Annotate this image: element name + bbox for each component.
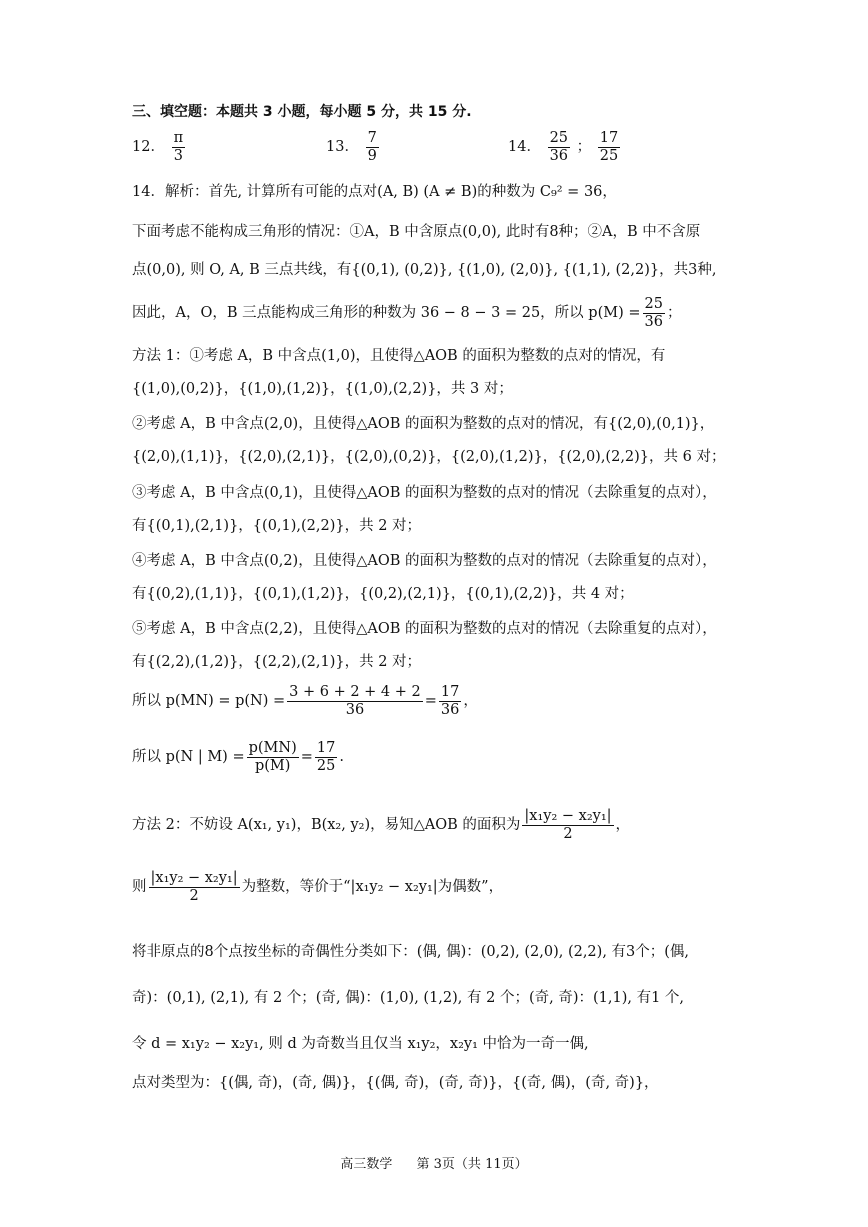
method-1-line-11 [132, 684, 478, 718]
section-title: 三、填空题：本题共 3 小题，每小题 5 分，共 15 分. [132, 104, 472, 120]
page-footer [0, 1153, 868, 1172]
line-15-fraction-b [439, 684, 461, 718]
line-4-fraction [643, 296, 665, 330]
method-2-line-2 [132, 870, 503, 904]
line-15-fraction-a [287, 684, 423, 718]
line-17-num: |x₁y₂ − x₂y₁| [524, 808, 612, 824]
method-2-line-3: 将非原点的8个点按坐标的奇偶性分类如下：(偶, 偶)：(0,2), (2,0), (2,2), 有3个；(偶, [132, 944, 690, 960]
method-1-line-8: 有{(0,2),(1,1)}，{(0,1),(1,2)}，{(0,2),(2,1)}，{(0,1),(2,2)}，共 4 对； [132, 586, 634, 602]
answer-13-fraction [366, 130, 379, 164]
answer-14a-num: 25 [549, 130, 569, 146]
answer-14-label: 14． [508, 139, 541, 156]
line-15-num: 3 + 6 + 2 + 4 + 2 [289, 684, 421, 700]
line-4-num: 25 [644, 296, 663, 312]
method-1-line-12 [132, 740, 344, 774]
line-15-den: 36 [345, 701, 365, 718]
line-16-text: 所以 p(N | M) = [132, 749, 245, 766]
line-16-tail: . [339, 749, 344, 766]
line-17-tail: ， [615, 817, 631, 834]
answer-12-label: 12． [132, 139, 165, 156]
answer-12-num: π [173, 130, 184, 146]
answer-12-den: 3 [173, 147, 183, 164]
answer-14-fraction-b [598, 130, 620, 164]
method-2-line-6: 点对类型为：{(偶, 奇)，(奇, 偶)}，{(偶, 奇)，(奇, 奇)}，{(奇, 偶)，(奇, 奇)}， [132, 1075, 659, 1091]
line-17-den: 2 [563, 825, 573, 842]
solution-line-1: 14．解析：首先, 计算所有可能的点对(A, B) (A ≠ B)的种数为 C₉² = 36， [132, 184, 617, 200]
line-18-text: 则 [132, 879, 147, 896]
line-18-den: 2 [189, 887, 199, 904]
line-15-tail: ， [463, 693, 478, 710]
method-1-line-1: 方法 1：①考虑 A，B 中含点(1,0)，且使得△AOB 的面积为整数的点对的情况，有 [132, 348, 666, 364]
method-2-line-1 [132, 808, 630, 842]
method-1-line-10: 有{(2,2),(1,2)}，{(2,2),(2,1)}，共 2 对； [132, 654, 422, 670]
method-1-line-3: ②考虑 A，B 中含点(2,0)，且使得△AOB 的面积为整数的点对的情况，有{(2,0),(0,1)}， [132, 416, 715, 432]
answer-13-num: 7 [367, 130, 377, 146]
answer-14 [508, 130, 622, 164]
answer-13 [326, 130, 381, 164]
line-4-text: 因此，A，O，B 三点能构成三角形的种数为 36 − 8 − 3 = 25，所以 p(M) = [132, 305, 641, 322]
answer-14-fraction-a [548, 130, 570, 164]
method-2-line-4: 奇)：(0,1), (2,1), 有 2 个；(奇, 偶)：(1,0), (1,2), 有 2 个；(奇, 奇)：(1,1), 有1 个, [132, 990, 685, 1006]
line-18-fraction [149, 870, 240, 904]
line-15-text: 所以 p(MN) = p(N) = [132, 693, 286, 710]
line-15-num2: 17 [440, 684, 460, 700]
line-16-fraction-a [247, 740, 299, 774]
solution-line-3: 点(0,0), 则 O, A, B 三点共线，有{(0,1), (0,2)}, {(1,0), (2,0)}, {(1,1), (2,2)}，共3种, [132, 262, 717, 278]
answer-14a-den: 36 [549, 147, 569, 164]
line-15-den2: 36 [440, 701, 460, 718]
line-16-eq: = [300, 749, 313, 766]
answer-12 [132, 130, 187, 164]
line-18-num: |x₁y₂ − x₂y₁| [150, 870, 238, 886]
method-1-line-7: ④考虑 A，B 中含点(0,2)，且使得△AOB 的面积为整数的点对的情况（去除重复的点对）， [132, 553, 717, 569]
method-1-line-2: {(1,0),(0,2)}，{(1,0),(1,2)}，{(1,0),(2,2)}，共 3 对； [132, 381, 513, 397]
footer-subject: 高三数学 [340, 1157, 393, 1172]
line-18-tail: 为整数，等价于“|x₁y₂ − x₂y₁|为偶数”， [241, 879, 504, 896]
answer-13-label: 13． [326, 139, 359, 156]
line-16-den: p(M) [254, 757, 291, 774]
line-15-eq: = [424, 693, 437, 710]
line-16-fraction-b [315, 740, 337, 774]
line-16-num2: 17 [316, 740, 336, 756]
solution-line-2: 下面考虑不能构成三角形的情况：①A，B 中含原点(0,0), 此时有8种；②A，B 中不含原 [132, 224, 701, 240]
line-4-tail: ； [666, 305, 682, 322]
solution-line-4 [132, 296, 681, 330]
method-1-line-5: ③考虑 A，B 中含点(0,1)，且使得△AOB 的面积为整数的点对的情况（去除重复的点对）， [132, 485, 717, 501]
line-17-fraction [522, 808, 613, 842]
method-1-line-6: 有{(0,1),(2,1)}，{(0,1),(2,2)}，共 2 对； [132, 518, 422, 534]
method-1-line-9: ⑤考虑 A，B 中含点(2,2)，且使得△AOB 的面积为整数的点对的情况（去除重复的点对）， [132, 621, 717, 637]
line-4-den: 36 [644, 313, 663, 330]
answer-14b-num: 17 [599, 130, 619, 146]
line-17-text: 方法 2：不妨设 A(x₁, y₁)，B(x₂, y₂)，易知△AOB 的面积为 [132, 817, 521, 834]
method-2-line-5: 令 d = x₁y₂ − x₂y₁, 则 d 为奇数当且仅当 x₁y₂，x₂y₁ 中恰为一奇一偶, [132, 1036, 589, 1052]
answer-13-den: 9 [367, 147, 377, 164]
line-16-den2: 25 [316, 757, 336, 774]
answer-14-separator: ； [576, 139, 592, 156]
answer-12-fraction [172, 130, 186, 164]
footer-page-number: 第 3页（共 11页） [416, 1157, 528, 1172]
method-1-line-4: {(2,0),(1,1)}，{(2,0),(2,1)}，{(2,0),(0,2)}，{(2,0),(1,2)}，{(2,0),(2,2)}，共 6 对； [132, 449, 726, 465]
line-16-num: p(MN) [248, 740, 297, 756]
answer-14b-den: 25 [599, 147, 619, 164]
